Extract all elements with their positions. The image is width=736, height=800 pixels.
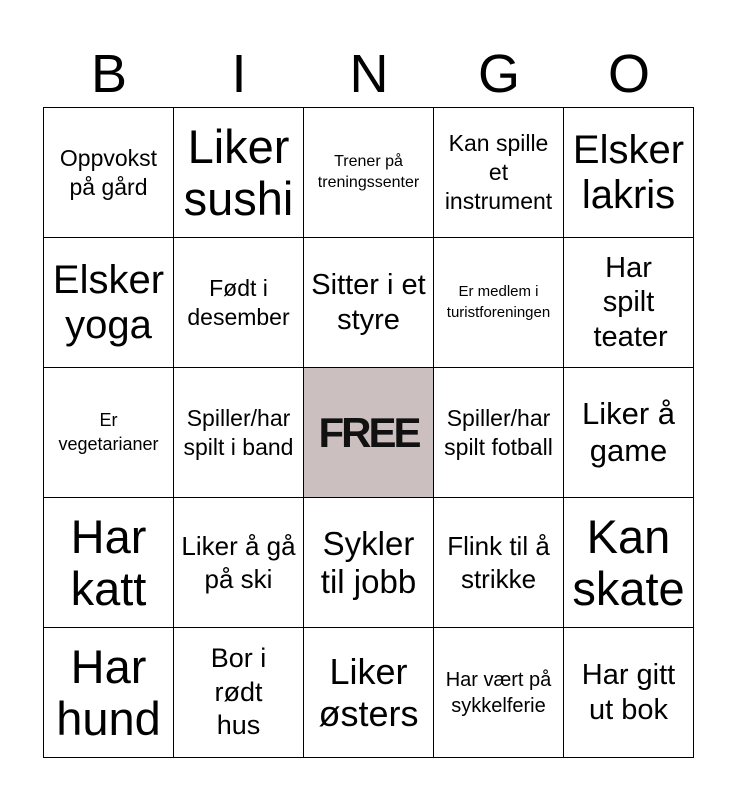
bingo-cell[interactable] xyxy=(44,498,174,628)
bingo-cell[interactable] xyxy=(564,368,694,498)
bingo-cell[interactable] xyxy=(174,368,304,498)
bingo-cell[interactable] xyxy=(44,238,174,368)
free-space-cell[interactable] xyxy=(304,368,434,498)
header-letter-o: O xyxy=(607,44,650,104)
bingo-cell[interactable] xyxy=(434,108,564,238)
cell-text: Elsker lakris xyxy=(572,127,685,217)
bingo-cell[interactable] xyxy=(304,108,434,238)
cell-text: Trener på treningssenter xyxy=(317,152,420,191)
bingo-cell[interactable] xyxy=(434,368,564,498)
bingo-cell[interactable] xyxy=(44,368,174,498)
bingo-grid xyxy=(43,107,694,758)
bingo-cell[interactable] xyxy=(304,628,434,758)
free-label: FREE xyxy=(318,408,419,456)
bingo-cell[interactable] xyxy=(564,628,694,758)
header-letter-b: B xyxy=(90,44,128,104)
bingo-cell[interactable] xyxy=(174,238,304,368)
bingo-cell[interactable] xyxy=(434,498,564,628)
cell-text: Elsker yoga xyxy=(52,257,165,347)
cell-text: Oppvokst på gård xyxy=(59,144,158,200)
bingo-cell[interactable] xyxy=(434,628,564,758)
bingo-cell[interactable] xyxy=(304,498,434,628)
cell-text: Har katt xyxy=(70,509,147,615)
cell-text: Spiller/har spilt fotball xyxy=(444,404,553,460)
bingo-cell[interactable] xyxy=(44,108,174,238)
cell-text: Har gitt ut bok xyxy=(581,659,676,726)
cell-text: Liker å game xyxy=(581,395,676,468)
header-letter-n: N xyxy=(349,44,389,104)
bingo-cell[interactable] xyxy=(564,108,694,238)
cell-text: Har vært på sykkelferie xyxy=(445,668,552,717)
cell-text: Er medlem i turistforeningen xyxy=(446,283,551,321)
bingo-cell[interactable] xyxy=(564,498,694,628)
cell-text: Sitter i et styre xyxy=(311,269,426,336)
cell-text: Kan spille et instrument xyxy=(444,130,553,214)
bingo-cell[interactable] xyxy=(174,628,304,758)
bingo-cell[interactable] xyxy=(304,238,434,368)
cell-text: Bor i rødt hus xyxy=(210,642,267,741)
cell-text: Kan skate xyxy=(572,509,685,615)
bingo-header xyxy=(44,44,694,104)
cell-text: Sykler til jobb xyxy=(320,524,417,600)
header-letter-g: G xyxy=(477,44,520,104)
cell-text: Liker å gå på ski xyxy=(181,531,296,594)
cell-text: Spiller/har spilt i band xyxy=(183,404,294,460)
bingo-cell[interactable] xyxy=(44,628,174,758)
bingo-cell[interactable] xyxy=(434,238,564,368)
cell-text: Liker sushi xyxy=(183,119,294,225)
bingo-cell[interactable] xyxy=(174,498,304,628)
cell-text: Har spilt teater xyxy=(593,252,668,353)
header-letter-i: I xyxy=(231,44,247,104)
cell-text: Født i desember xyxy=(187,274,290,330)
cell-text: Flink til å strikke xyxy=(447,531,550,594)
cell-text: Liker østers xyxy=(318,651,419,734)
cell-text: Er vegetarianer xyxy=(58,410,159,454)
bingo-cell[interactable] xyxy=(174,108,304,238)
cell-text: Har hund xyxy=(56,639,161,745)
bingo-cell[interactable] xyxy=(564,238,694,368)
